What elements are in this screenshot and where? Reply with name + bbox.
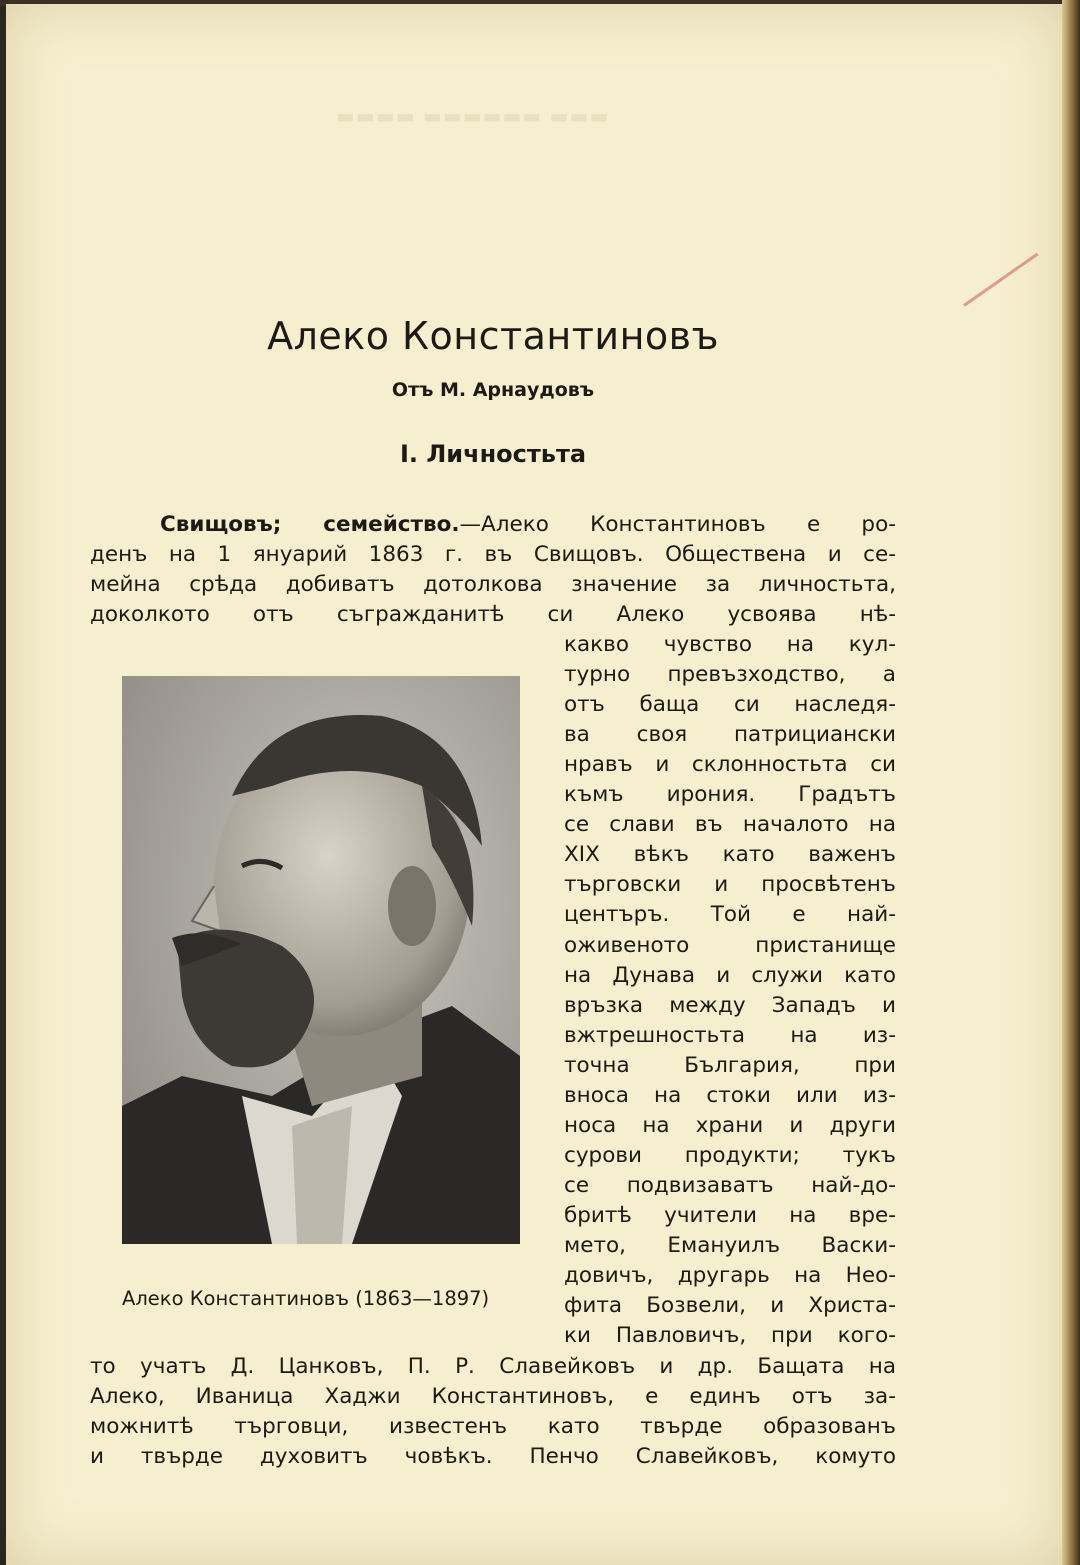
runin-heading: Свищовъ; семейство.	[160, 512, 460, 537]
paragraph-first-line	[160, 510, 896, 540]
first-line-text: —Алеко Константиновъ е ро-	[459, 512, 896, 537]
text-line: ва своя патрициански	[564, 722, 896, 748]
text-line: къмъ ирония. Градътъ	[564, 782, 896, 808]
text-line: XIX вѣкъ като важенъ	[564, 842, 896, 868]
portrait-image	[122, 676, 520, 1244]
text-line: носа на храни и други	[564, 1112, 896, 1138]
text-line: мето, Емануилъ Васки-	[564, 1233, 896, 1258]
text-line: довичъ, другарь на Нео-	[564, 1263, 896, 1289]
text-line: доколкото отъ съгражданитѣ си Алеко усвоява нѣ-	[90, 602, 896, 627]
page-right-edge	[1062, 0, 1080, 1565]
text-line: оживеното пристанище	[564, 932, 896, 958]
text-line: търговски и просвѣтенъ	[564, 872, 896, 898]
text-line: можнитѣ търговци, известенъ като твърде образованъ	[90, 1414, 896, 1439]
text-line: се слави въ началото на	[564, 812, 896, 838]
text-line: центъръ. Той е най-	[564, 902, 896, 928]
text-line: сурови продукти; тукъ	[564, 1142, 896, 1168]
text-line: нравъ и склонностьта си	[564, 752, 896, 778]
text-line: вноса на стоки или из-	[564, 1082, 896, 1108]
text-line: денъ на 1 януарий 1863 г. въ Свищовъ. Обществена и се-	[90, 542, 896, 567]
text-line: точна България, при	[564, 1052, 896, 1078]
photo-caption: Алеко Константиновъ (1863—1897)	[122, 1287, 490, 1310]
text-line: ки Павловичъ, при кого-	[564, 1323, 896, 1349]
text-line: връзка между Западъ и	[564, 992, 896, 1018]
text-line: вжтрешностьта на из-	[564, 1022, 896, 1048]
text-line: турно превъзходство, а	[564, 662, 896, 688]
book-page	[6, 4, 1062, 1565]
section-heading: I. Личностьта	[399, 440, 587, 468]
text-line: отъ баща си наследя-	[564, 692, 896, 718]
article-title: Алеко Константиновъ	[267, 314, 719, 358]
pencil-mark	[963, 253, 1038, 307]
article-byline: Отъ М. Арнаудовъ	[391, 379, 595, 401]
text-line: мейна срѣда добиватъ дотолкова значение за личностьта,	[90, 572, 896, 597]
text-line: и твърде духовитъ човѣкъ. Пенчо Славейковъ, комуто	[90, 1444, 896, 1469]
text-line: на Дунава и служи като	[564, 962, 896, 988]
text-line: то учатъ Д. Цанковъ, П. Р. Славейковъ и др. Бащата на	[90, 1354, 896, 1379]
text-line: какво чувство на кул-	[564, 632, 896, 657]
text-line: се подвизаватъ най-до-	[564, 1172, 896, 1198]
text-line: бритѣ учители на вре-	[564, 1202, 896, 1228]
portrait-photo	[122, 676, 520, 1244]
text-line: Алеко, Иваница Хаджи Константиновъ, е единъ отъ за-	[90, 1384, 896, 1409]
bleed-through-text: ▬▬▬▬ ▬▬▬▬▬▬ ▬▬▬	[336, 104, 610, 128]
text-line: фита Бозвели, и Христа-	[564, 1293, 896, 1319]
